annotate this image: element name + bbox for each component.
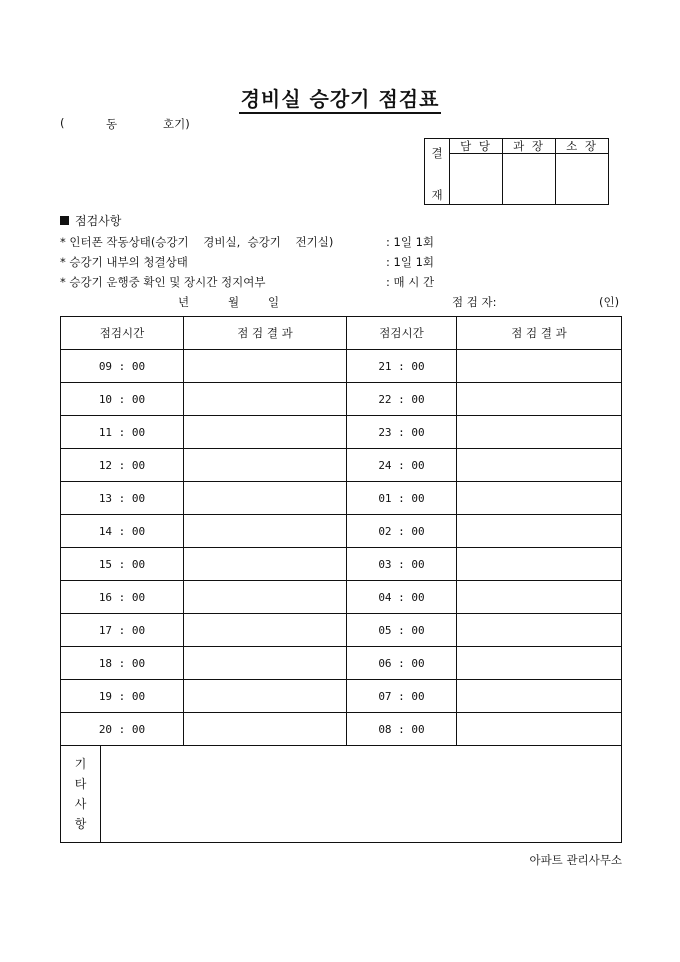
remarks-label-char: 기 [74, 757, 87, 771]
table-row [61, 383, 622, 416]
table-row [61, 713, 622, 746]
result-cell-right[interactable] [457, 614, 622, 647]
table-row [61, 614, 622, 647]
table-row [61, 647, 622, 680]
remarks-label-char: 사 [74, 797, 87, 811]
section-title: 점검사항 [75, 214, 122, 228]
page-title: 경비실 승강기 점검표 [0, 83, 680, 112]
result-cell-left[interactable] [184, 449, 347, 482]
dong-open-paren: ( [60, 116, 65, 130]
date-year: 년 [178, 295, 190, 309]
approval-header-manager: 과 장 [503, 139, 556, 154]
result-cell-right[interactable] [457, 581, 622, 614]
time-cell-left: 13 : 00 [61, 482, 184, 515]
remarks-field[interactable] [101, 746, 622, 843]
time-cell-right: 03 : 00 [347, 548, 457, 581]
approval-header-chief: 소 장 [556, 139, 609, 154]
result-cell-left[interactable] [184, 614, 347, 647]
time-cell-right: 24 : 00 [347, 449, 457, 482]
time-cell-right: 05 : 00 [347, 614, 457, 647]
result-cell-right[interactable] [457, 647, 622, 680]
approval-label-bottom: 재 [431, 188, 443, 202]
result-cell-left[interactable] [184, 548, 347, 581]
remarks-label [61, 746, 101, 843]
inspector-label: 점 검 자: [452, 295, 497, 309]
time-cell-left: 20 : 00 [61, 713, 184, 746]
result-cell-right[interactable] [457, 416, 622, 449]
table-row [61, 350, 622, 383]
time-cell-right: 23 : 00 [347, 416, 457, 449]
result-cell-left[interactable] [184, 515, 347, 548]
dong-label: 동 [106, 117, 118, 131]
time-cell-left: 09 : 00 [61, 350, 184, 383]
result-cell-left[interactable] [184, 647, 347, 680]
result-cell-right[interactable] [457, 680, 622, 713]
result-cell-right[interactable] [457, 350, 622, 383]
check-item [60, 234, 460, 250]
header-result-1: 점 검 결 과 [184, 317, 347, 350]
check-item-text: * 인터폰 작동상태(승강기 경비실, 승강기 전기실) [60, 235, 334, 249]
time-cell-left: 14 : 00 [61, 515, 184, 548]
time-cell-right: 01 : 00 [347, 482, 457, 515]
time-cell-right: 02 : 00 [347, 515, 457, 548]
check-item-text: * 승강기 내부의 청결상태 [60, 255, 188, 269]
check-item-frequency: : 매 시 간 [386, 275, 435, 289]
approval-side-label [425, 139, 450, 205]
square-bullet-icon [60, 216, 69, 225]
result-cell-right[interactable] [457, 515, 622, 548]
date-day: 일 [268, 295, 280, 309]
remarks-label-char: 타 [74, 777, 87, 791]
result-cell-right[interactable] [457, 482, 622, 515]
result-cell-right[interactable] [457, 383, 622, 416]
table-row [61, 680, 622, 713]
result-cell-right[interactable] [457, 713, 622, 746]
table-row [61, 548, 622, 581]
check-item [60, 254, 460, 270]
approval-sign-manager[interactable] [503, 154, 556, 205]
ho-label: 호기) [163, 117, 190, 131]
seal-mark: (인) [599, 295, 620, 309]
time-cell-left: 11 : 00 [61, 416, 184, 449]
result-cell-left[interactable] [184, 680, 347, 713]
header-time-2: 점검시간 [347, 317, 457, 350]
approval-box [424, 138, 609, 205]
check-item [60, 274, 460, 290]
check-item-frequency: : 1일 1회 [386, 255, 435, 269]
approval-label-top: 결 [431, 146, 443, 160]
time-cell-left: 16 : 00 [61, 581, 184, 614]
header-result-2: 점 검 결 과 [457, 317, 622, 350]
section-heading [60, 212, 121, 229]
result-cell-left[interactable] [184, 482, 347, 515]
time-cell-left: 10 : 00 [61, 383, 184, 416]
table-header-row [61, 317, 622, 350]
footer-office: 아파트 관리사무소 [529, 853, 622, 867]
result-cell-left[interactable] [184, 416, 347, 449]
check-item-text: * 승강기 운행중 확인 및 장시간 정지여부 [60, 275, 266, 289]
approval-sign-staff[interactable] [450, 154, 503, 205]
time-cell-left: 18 : 00 [61, 647, 184, 680]
header-time-1: 점검시간 [61, 317, 184, 350]
result-cell-left[interactable] [184, 581, 347, 614]
inspection-table [60, 316, 622, 746]
result-cell-right[interactable] [457, 449, 622, 482]
table-row [61, 482, 622, 515]
remarks-label-char: 항 [74, 817, 87, 831]
time-cell-left: 15 : 00 [61, 548, 184, 581]
time-cell-right: 21 : 00 [347, 350, 457, 383]
result-cell-left[interactable] [184, 383, 347, 416]
approval-header-staff: 담 당 [450, 139, 503, 154]
result-cell-right[interactable] [457, 548, 622, 581]
table-row [61, 416, 622, 449]
remarks-box [60, 745, 622, 843]
time-cell-right: 08 : 00 [347, 713, 457, 746]
time-cell-right: 04 : 00 [347, 581, 457, 614]
time-cell-right: 07 : 00 [347, 680, 457, 713]
result-cell-left[interactable] [184, 350, 347, 383]
time-cell-left: 17 : 00 [61, 614, 184, 647]
table-row [61, 449, 622, 482]
time-cell-left: 12 : 00 [61, 449, 184, 482]
time-cell-right: 22 : 00 [347, 383, 457, 416]
date-month: 월 [228, 295, 240, 309]
approval-sign-chief[interactable] [556, 154, 609, 205]
check-item-frequency: : 1일 1회 [386, 235, 435, 249]
time-cell-left: 19 : 00 [61, 680, 184, 713]
table-row [61, 515, 622, 548]
table-row [61, 581, 622, 614]
time-cell-right: 06 : 00 [347, 647, 457, 680]
result-cell-left[interactable] [184, 713, 347, 746]
